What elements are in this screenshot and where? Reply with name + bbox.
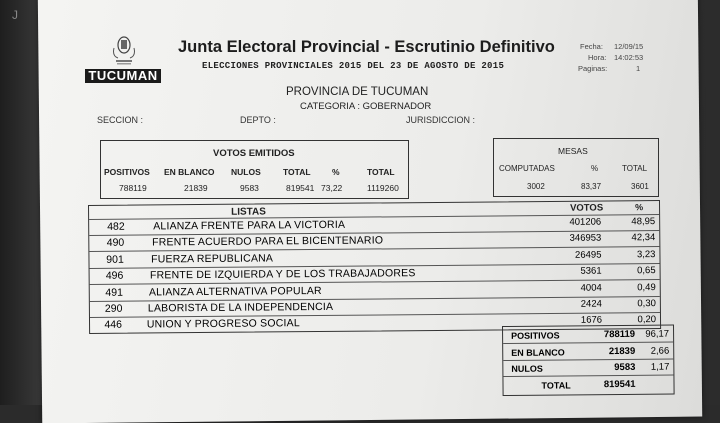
seccion-label: SECCION : (97, 115, 144, 125)
pct-header: % (634, 202, 644, 213)
lista-pct: 42,34 (631, 232, 656, 244)
ve-value-nulos: 9583 (240, 183, 259, 193)
summary-votos: 9583 (614, 361, 636, 374)
lista-votos: 346953 (569, 232, 602, 245)
summary-row (503, 342, 673, 360)
lista-code: 901 (106, 253, 124, 266)
summary-pct: 2,66 (650, 345, 670, 357)
ve-value-positivos: 788119 (119, 183, 147, 193)
mesas-box (493, 138, 659, 197)
lista-votos: 401206 (569, 216, 602, 228)
depto-label: DEPTO : (240, 115, 276, 125)
summary-pct: 96,17 (645, 328, 670, 340)
fecha-value: 12/09/15 (614, 42, 644, 51)
ve-value-total-electores: 1119260 (367, 183, 399, 193)
summary-label: TOTAL (541, 379, 571, 391)
lista-code: 491 (105, 286, 123, 299)
lista-pct: 3,23 (636, 248, 656, 261)
lista-pct: 0,30 (637, 298, 656, 310)
lista-votos: 4004 (580, 282, 602, 294)
lista-code: 290 (104, 302, 123, 315)
votos-header: VOTOS (569, 202, 604, 214)
mesas-header-pct: % (591, 164, 599, 173)
ve-value-pct: 73,22 (321, 183, 343, 193)
lista-pct: 0,49 (637, 281, 656, 293)
lista-name: FRENTE ACUERDO PARA EL BICENTENARIO (152, 234, 384, 249)
ve-value-total: 819541 (286, 183, 315, 193)
ve-header-total: TOTAL (283, 167, 311, 177)
lista-pct: 0,65 (637, 265, 656, 277)
mesas-header-computadas: COMPUTADAS (499, 164, 555, 173)
lista-code: 482 (107, 220, 125, 233)
mesas-value-pct: 83,37 (581, 182, 602, 191)
ve-header-en-blanco: EN BLANCO (164, 167, 215, 177)
hora-value: 14:02:53 (614, 53, 644, 62)
summary-label: POSITIVOS (511, 330, 560, 341)
listas-header: LISTAS (231, 206, 266, 218)
lista-name: FRENTE DE IZQUIERDA Y DE LOS TRABAJADORES (149, 267, 416, 282)
lista-name: FUERZA REPUBLICANA (151, 252, 274, 266)
lista-code: 446 (104, 319, 123, 332)
corner-glyph: J (12, 8, 18, 22)
hora-label: Hora: (588, 53, 607, 62)
listas-table (88, 200, 661, 334)
votos-emitidos-title: VOTOS EMITIDOS (213, 148, 295, 159)
lista-pct: 48,95 (631, 216, 656, 228)
lista-code: 496 (105, 269, 124, 283)
document-subtitle: ELECCIONES PROVINCIALES 2015 DEL 23 DE AGOSTO DE 2015 (202, 61, 505, 71)
fecha-label: Fecha: (580, 42, 603, 51)
summary-box (502, 324, 675, 395)
lista-name: ALIANZA ALTERNATIVA POPULAR (148, 284, 322, 299)
provincia-heading: PROVINCIA DE TUCUMAN (286, 86, 429, 98)
summary-row (503, 359, 673, 377)
summary-label: NULOS (511, 363, 543, 374)
summary-votos: 788119 (603, 328, 636, 341)
mesas-title: MESAS (558, 146, 588, 156)
lista-name: LABORISTA DE LA INDEPENDENCIA (147, 300, 334, 315)
summary-row (503, 375, 673, 392)
votos-emitidos-box (100, 140, 409, 199)
ve-header-pct: % (332, 167, 340, 177)
mesas-value-computadas: 3002 (527, 182, 545, 191)
summary-row (503, 326, 673, 344)
lista-votos: 2424 (580, 298, 602, 310)
lista-name: ALIANZA FRENTE PARA LA VICTORIA (153, 218, 346, 233)
lista-code: 490 (106, 237, 125, 250)
categoria-heading: CATEGORIA : GOBERNADOR (300, 101, 432, 112)
lista-votos: 5361 (580, 265, 602, 277)
summary-votos: 819541 (603, 378, 636, 390)
ve-header-total-electores: TOTAL (367, 167, 395, 177)
jurisdiccion-label: JURISDICCION : (406, 115, 476, 125)
ve-header-positivos: POSITIVOS (104, 167, 150, 177)
paginas-value: 1 (636, 64, 641, 73)
paginas-label: Paginas: (578, 64, 608, 73)
mesas-header-total: TOTAL (622, 164, 648, 173)
summary-votos: 21839 (608, 345, 636, 357)
ve-header-nulos: NULOS (231, 167, 261, 177)
coat-of-arms-logo (108, 34, 140, 68)
lista-pct: 0,20 (637, 314, 657, 326)
lista-votos: 1676 (580, 314, 603, 327)
lista-votos: 26495 (574, 249, 602, 261)
summary-label: EN BLANCO (511, 346, 565, 358)
mesas-value-total: 3601 (631, 182, 649, 191)
document-title: Junta Electoral Provincial - Escrutinio Definitivo (178, 38, 555, 56)
lista-name: UNION Y PROGRESO SOCIAL (146, 317, 300, 331)
ve-value-en-blanco: 21839 (184, 183, 208, 193)
logo-label: TUCUMAN (85, 69, 161, 83)
summary-pct: 1,17 (650, 361, 670, 373)
